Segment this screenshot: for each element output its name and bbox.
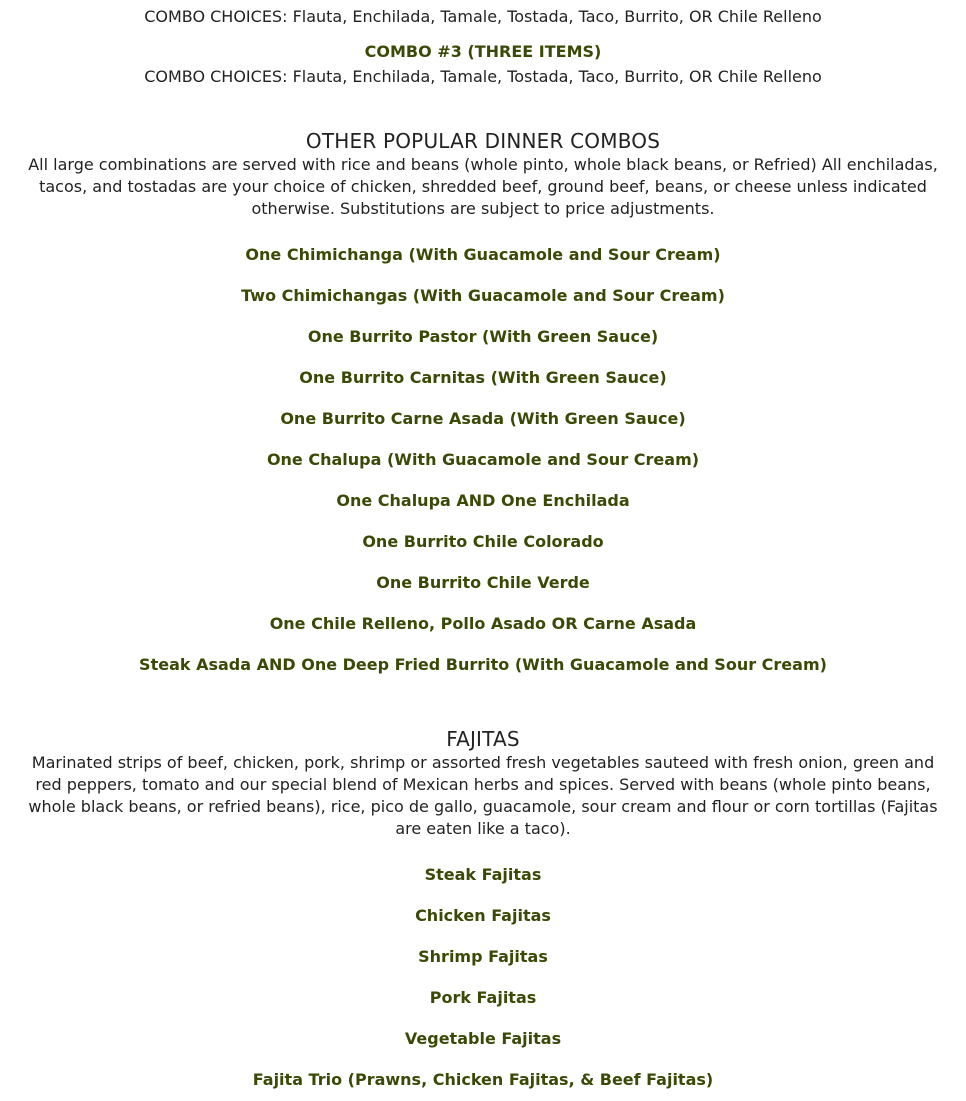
fajitas-section xyxy=(0,726,966,1101)
menu-item: Chicken Fajitas xyxy=(415,906,551,925)
dinner-combos-section xyxy=(0,128,966,686)
menu-item: One Burrito Pastor (With Green Sauce) xyxy=(307,327,659,346)
menu-item: Steak Asada AND One Deep Fried Burrito (With Guacamole and Sour Cream) xyxy=(139,655,827,674)
fajitas-list xyxy=(0,855,966,1101)
menu-item: Shrimp Fajitas xyxy=(418,947,548,966)
menu-item: Pork Fajitas xyxy=(429,988,537,1007)
menu-item: Vegetable Fajitas xyxy=(404,1029,562,1048)
combo-3-choices: COMBO CHOICES: Flauta, Enchilada, Tamale, Tostada, Taco, Burrito, OR Chile Relleno xyxy=(144,67,822,86)
dinner-combos-title: OTHER POPULAR DINNER COMBOS xyxy=(305,129,661,153)
menu-item: One Chalupa (With Guacamole and Sour Cream) xyxy=(266,450,700,469)
dinner-combos-list xyxy=(0,235,966,686)
fajitas-description: Marinated strips of beef, chicken, pork, shrimp or assorted fresh vegetables sauteed with fresh onion, green and red peppers, tomato and our special blend of Mexican herbs and spices. Served with beans (whole pinto beans, whole black beans, or refried beans), rice, pico de gallo, guacamole, sour cream and flour or corn tortillas (Fajitas are eaten like a taco). xyxy=(28,753,938,838)
fajitas-title: FAJITAS xyxy=(446,727,520,751)
menu-item: Fajita Trio (Prawns, Chicken Fajitas, & Beef Fajitas) xyxy=(252,1070,714,1089)
combo-3-heading: COMBO #3 (THREE ITEMS) xyxy=(364,42,602,61)
menu-item: One Chimichanga (With Guacamole and Sour Cream) xyxy=(245,245,721,264)
combo-3-section xyxy=(0,41,966,88)
menu-item: One Burrito Carne Asada (With Green Sauce) xyxy=(280,409,686,428)
menu-item: One Burrito Chile Colorado xyxy=(362,532,604,551)
menu-item: Two Chimichangas (With Guacamole and Sour Cream) xyxy=(241,286,725,305)
menu-item: One Burrito Chile Verde xyxy=(376,573,590,592)
combo-choices-text: COMBO CHOICES: Flauta, Enchilada, Tamale, Tostada, Taco, Burrito, OR Chile Relleno xyxy=(144,7,822,26)
dinner-combos-description: All large combinations are served with rice and beans (whole pinto, whole black beans, or Refried) All enchiladas, tacos, and tostadas are your choice of chicken, shredded beef, ground beef, beans, or cheese unless indicated otherwise. Substitutions are subject to price adjustments. xyxy=(28,155,938,218)
menu-item: One Burrito Carnitas (With Green Sauce) xyxy=(299,368,667,387)
menu-item: Steak Fajitas xyxy=(424,865,542,884)
menu-item: One Chalupa AND One Enchilada xyxy=(336,491,630,510)
menu-item: One Chile Relleno, Pollo Asado OR Carne Asada xyxy=(269,614,697,633)
